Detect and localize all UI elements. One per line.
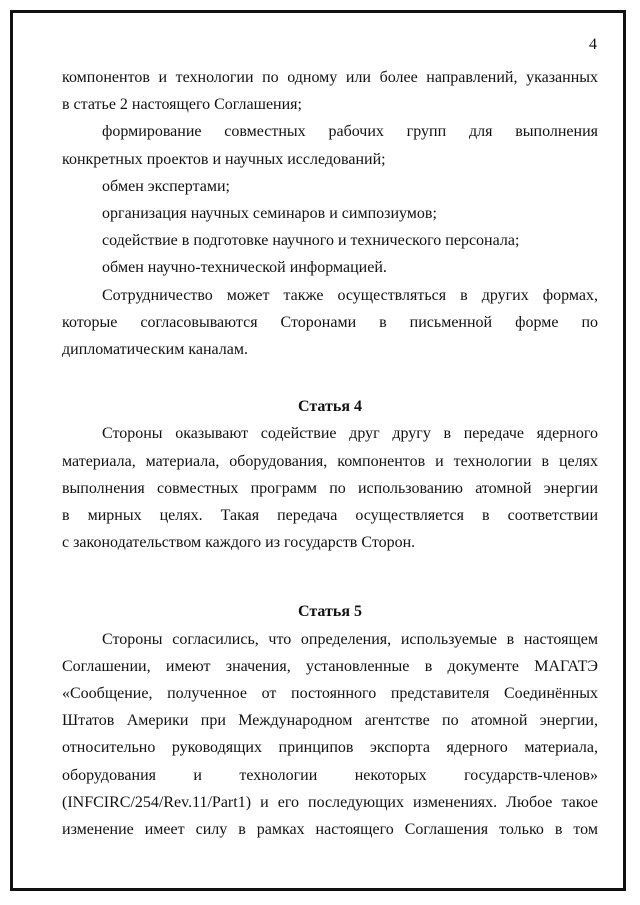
list-item: обмен научно-технической информацией.: [102, 259, 387, 277]
text-line: «Сообщение, полученное от постоянного представителя Соединённых: [62, 685, 598, 703]
text-line: компонентов и технологии по одному или более направлений, указанных: [62, 69, 598, 86]
page-number: 4: [589, 36, 597, 53]
text-line: которые согласовываются Сторонами в письменной форме по: [62, 313, 598, 331]
text-line: Стороны оказывают содействие друг другу в передаче ядерного: [102, 425, 598, 443]
text-line: формирование совместных рабочих групп для выполнения: [102, 123, 598, 141]
text-line: относительно руководящих принципов экспорта ядерного материала,: [62, 739, 598, 757]
text-line: Стороны согласились, что определения, используемые в настоящем: [102, 630, 598, 648]
article-4-heading: Статья 4: [298, 398, 362, 416]
text-line: Штатов Америки при Международном агентстве по атомной энергии,: [62, 712, 598, 730]
article-5-heading: Статья 5: [298, 603, 362, 621]
text-line: оборудования и технологии некоторых государств-членов»: [62, 766, 598, 784]
list-item: содействие в подготовке научного и технического персонала;: [102, 232, 520, 250]
text-line: Соглашении, имеют значения, установленные в документе МАГАТЭ: [62, 657, 598, 675]
text-line: дипломатическим каналам.: [62, 341, 248, 359]
document-body: [62, 64, 598, 843]
text-line: в статье 2 настоящего Соглашения;: [62, 96, 302, 114]
list-item: обмен экспертами;: [102, 177, 230, 195]
list-item: организация научных семинаров и симпозиумов;: [102, 205, 437, 223]
text-line: материала, материала, оборудования, компонентов и технологии в целях: [62, 452, 598, 470]
text-line: с законодательством каждого из государств Сторон.: [62, 534, 416, 552]
text-line: конкретных проектов и научных исследований;: [62, 150, 386, 168]
text-line: в мирных целях. Такая передача осуществляется в соответствии: [62, 507, 598, 525]
text-line: выполнения совместных программ по использованию атомной энергии: [62, 479, 598, 497]
text-line: Сотрудничество может также осуществляться в других формах,: [102, 286, 598, 304]
text-line: (INFCIRC/254/Rev.11/Part1) и его последующих изменениях. Любое такое: [62, 793, 598, 811]
text-line: изменение имеет силу в рамках настоящего Соглашения только в том: [62, 821, 598, 839]
